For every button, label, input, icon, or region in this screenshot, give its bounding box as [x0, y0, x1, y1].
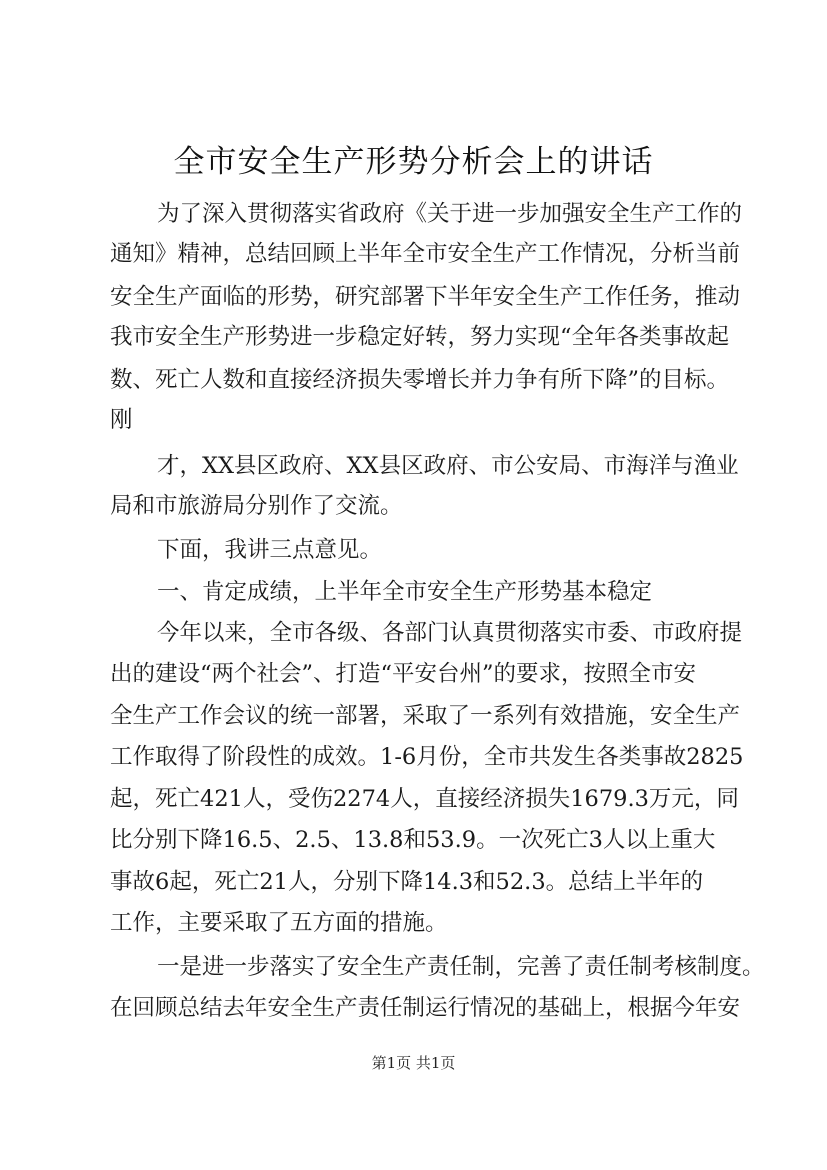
paragraph-line: 局和市旅游局分别作了交流。	[110, 493, 403, 519]
paragraph-line: 才，XX县区政府、XX县区政府、市公安局、市海洋与渔业	[157, 453, 739, 479]
document-title: 全市安全生产形势分析会上的讲话	[173, 144, 654, 180]
section-heading: 一、肯定成绩，上半年全市安全生产形势基本稳定	[157, 579, 653, 605]
paragraph-line: 一是进一步落实了安全生产责任制，完善了责任制考核制度。	[157, 954, 765, 980]
paragraph-line: 刚	[110, 407, 133, 433]
paragraph-line: 工作，主要采取了五方面的措施。	[110, 910, 448, 936]
paragraph-line: 今年以来，全市各级、各部门认真贯彻落实市委、市政府提	[157, 620, 743, 646]
paragraph-line: 事故6起，死亡21人，分别下降14.3和52.3。总结上半年的	[110, 869, 704, 895]
paragraph-line: 下面，我讲三点意见。	[157, 537, 383, 563]
paragraph-line: 工作取得了阶段性的成效。1-6月份，全市共发生各类事故2825	[110, 744, 744, 770]
paragraph-line: 安全生产面临的形势，研究部署下半年安全生产工作任务，推动	[110, 284, 741, 310]
paragraph-line: 为了深入贯彻落实省政府《关于进一步加强安全生产工作的	[157, 201, 743, 227]
page-number-footer: 第1页 共1页	[371, 1054, 456, 1072]
paragraph-line: 起，死亡421人，受伤2274人，直接经济损失1679.3万元，同	[110, 786, 739, 812]
paragraph-line: 通知》精神，总结回顾上半年全市安全生产工作情况，分析当前	[110, 241, 741, 267]
paragraph-line: 数、死亡人数和直接经济损失零增长并力争有所下降”的目标。	[110, 367, 730, 393]
paragraph-line: 出的建设“两个社会”、打造“平安台州”的要求，按照全市安	[110, 661, 697, 687]
paragraph-line: 比分别下降16.5、2.5、13.8和53.9。一次死亡3人以上重大	[110, 827, 716, 853]
paragraph-line: 全生产工作会议的统一部署，采取了一系列有效措施，安全生产	[110, 703, 741, 729]
paragraph-line: 我市安全生产形势进一步稳定好转，努力实现“全年各类事故起	[110, 324, 730, 350]
paragraph-line: 在回顾总结去年安全生产责任制运行情况的基础上，根据今年安	[110, 995, 741, 1021]
